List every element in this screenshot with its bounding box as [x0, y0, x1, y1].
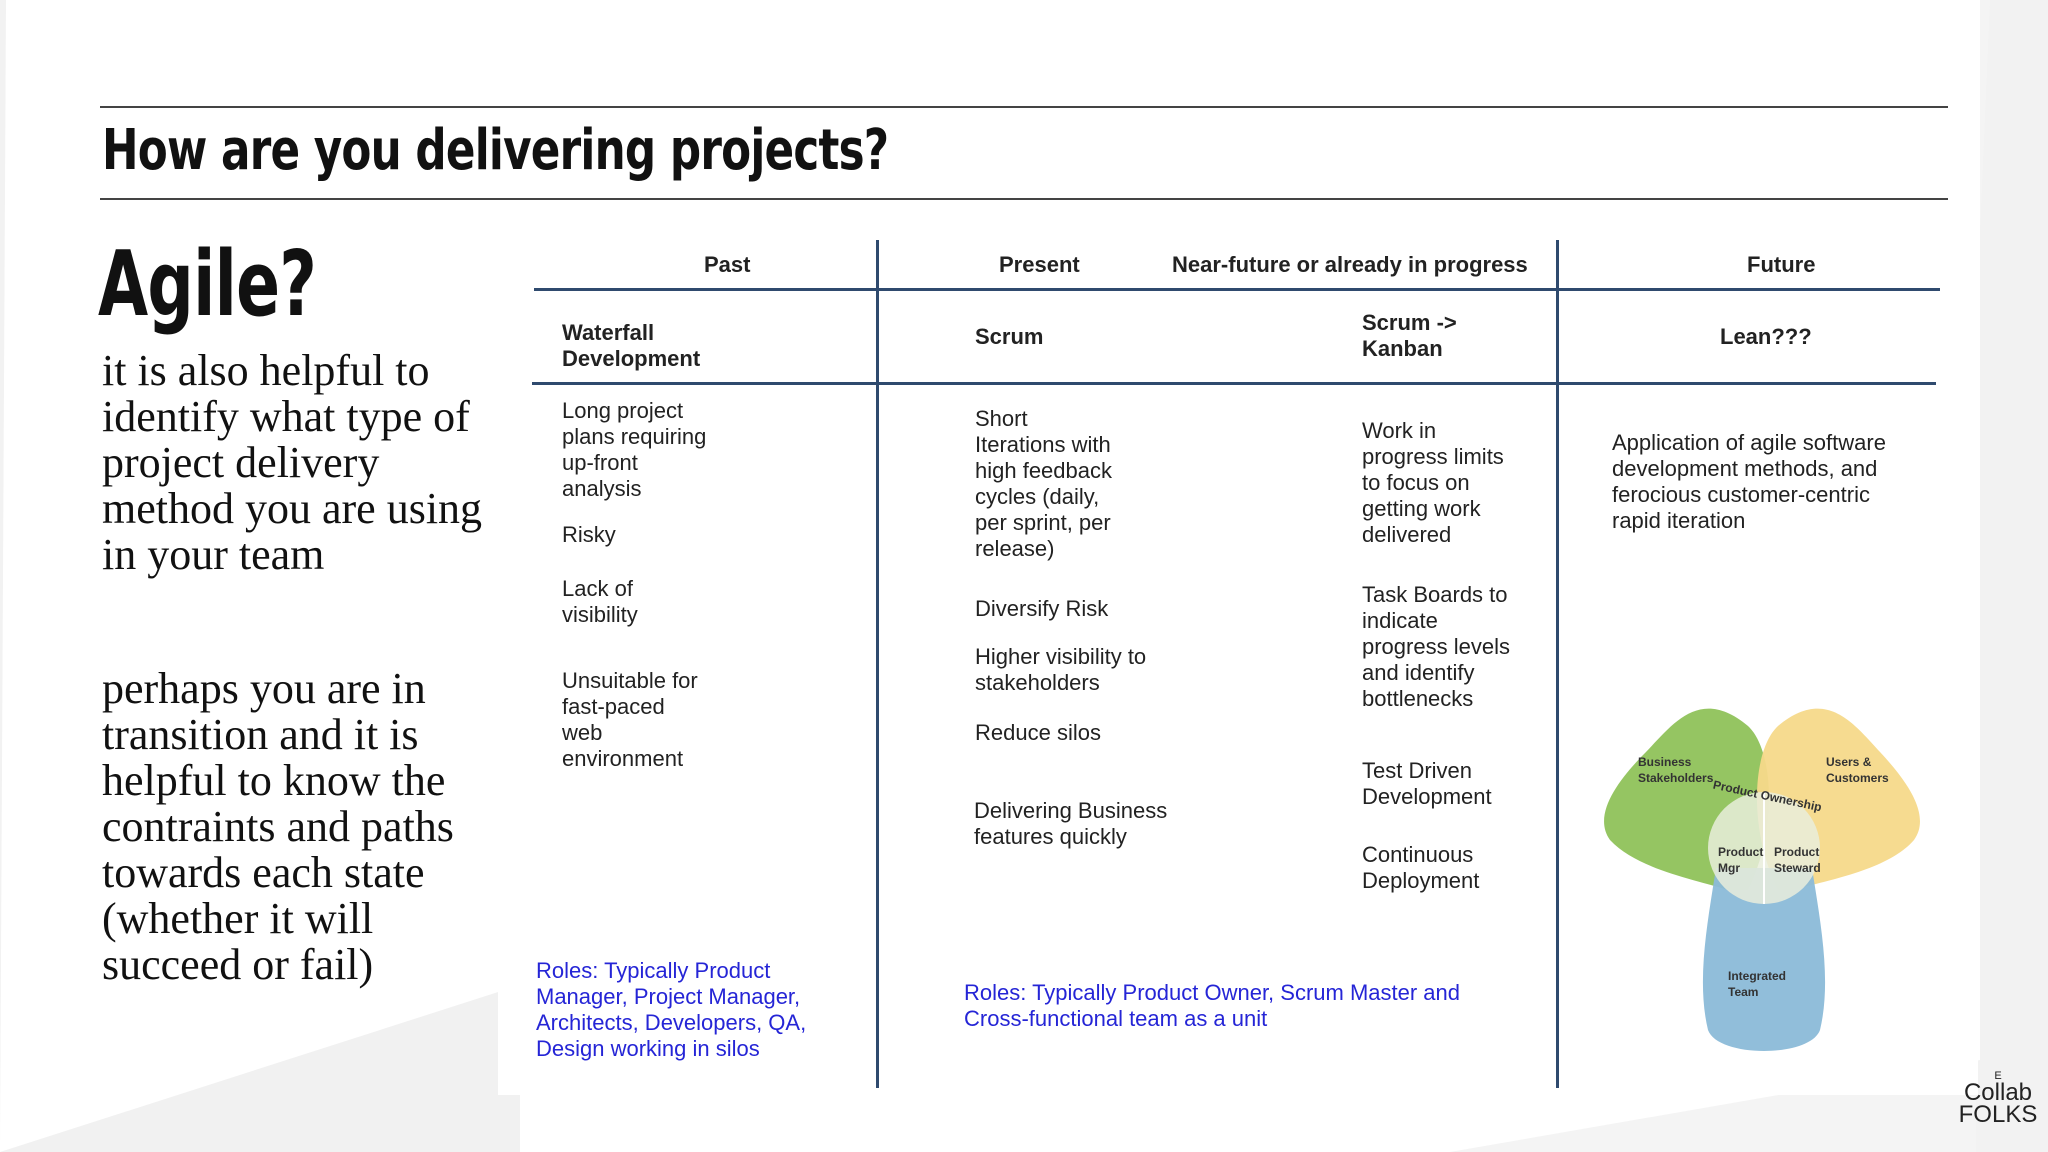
- header-near-future: Near-future or already in progress: [1172, 252, 1528, 277]
- past-item: Risky: [562, 522, 616, 547]
- present-item: Delivering Business features quickly: [974, 798, 1168, 849]
- past-roles: Roles: Typically Product Manager, Project Manager, Architects, Developers, QA, Design working in silos: [536, 958, 807, 1061]
- top-rule: [100, 106, 1948, 108]
- past-item: Unsuitable for fast-paced web environment: [562, 668, 698, 771]
- present-item: Higher visibility to stakeholders: [975, 644, 1147, 695]
- past-item: Long project plans requiring up-front analysis: [562, 398, 707, 501]
- title-underline: [100, 198, 1948, 200]
- future-item: Application of agile software development methods, and ferocious customer-centric rapid iteration: [1612, 430, 1886, 533]
- method-rule: [532, 382, 1936, 385]
- product-ownership-label: Product Ownership: [1711, 777, 1823, 815]
- present-item: Diversify Risk: [975, 596, 1109, 621]
- method-scrum: Scrum: [975, 324, 1044, 349]
- users-customers-label: Users & Customers: [1826, 755, 1889, 785]
- delivery-methods-table: [498, 230, 1978, 1095]
- slide-title: How are you delivering projects?: [102, 118, 889, 183]
- header-rule: [534, 288, 1940, 291]
- near-future-item: Task Boards to indicate progress levels and identify bottlenecks: [1362, 582, 1510, 711]
- method-scrum-kanban: Scrum -> Kanban: [1362, 310, 1457, 361]
- method-waterfall: Waterfall Development: [562, 320, 701, 371]
- collabfolks-logo: E Collab FOLKS: [1958, 1070, 2038, 1128]
- product-steward-label: Product Steward: [1774, 845, 1821, 875]
- header-past: Past: [704, 252, 751, 277]
- present-item: Reduce silos: [975, 720, 1101, 745]
- near-future-item: Continuous Deployment: [1362, 842, 1480, 893]
- product-mgr-label: Product Mgr: [1718, 845, 1764, 875]
- integrated-team-label: Integrated Team: [1728, 969, 1787, 999]
- past-item: Lack of visibility: [562, 576, 638, 627]
- column-divider-2: [1556, 240, 1559, 1088]
- product-ownership-diagram: [1588, 680, 1948, 1060]
- near-future-item: Work in progress limits to focus on getting work delivered: [1362, 418, 1504, 547]
- near-future-item: Test Driven Development: [1362, 758, 1492, 809]
- column-divider-1: [876, 240, 879, 1088]
- header-future: Future: [1747, 252, 1816, 277]
- business-stakeholders-label: Business Stakeholders: [1638, 755, 1714, 785]
- transition-paragraph: perhaps you are in transition and it is helpful to know the contraints and paths towards each state (whether it will succeed or fail): [102, 664, 454, 989]
- intro-paragraph: it is also helpful to identify what type of project delivery method you are using in your team: [102, 346, 483, 579]
- header-present: Present: [999, 252, 1080, 277]
- present-item: Short Iterations with high feedback cycles (daily, per sprint, per release): [975, 406, 1112, 561]
- present-roles: Roles: Typically Product Owner, Scrum Master and Cross-functional team as a unit: [964, 980, 1461, 1031]
- method-lean: Lean???: [1720, 324, 1812, 349]
- agile-heading: Agile?: [98, 232, 317, 337]
